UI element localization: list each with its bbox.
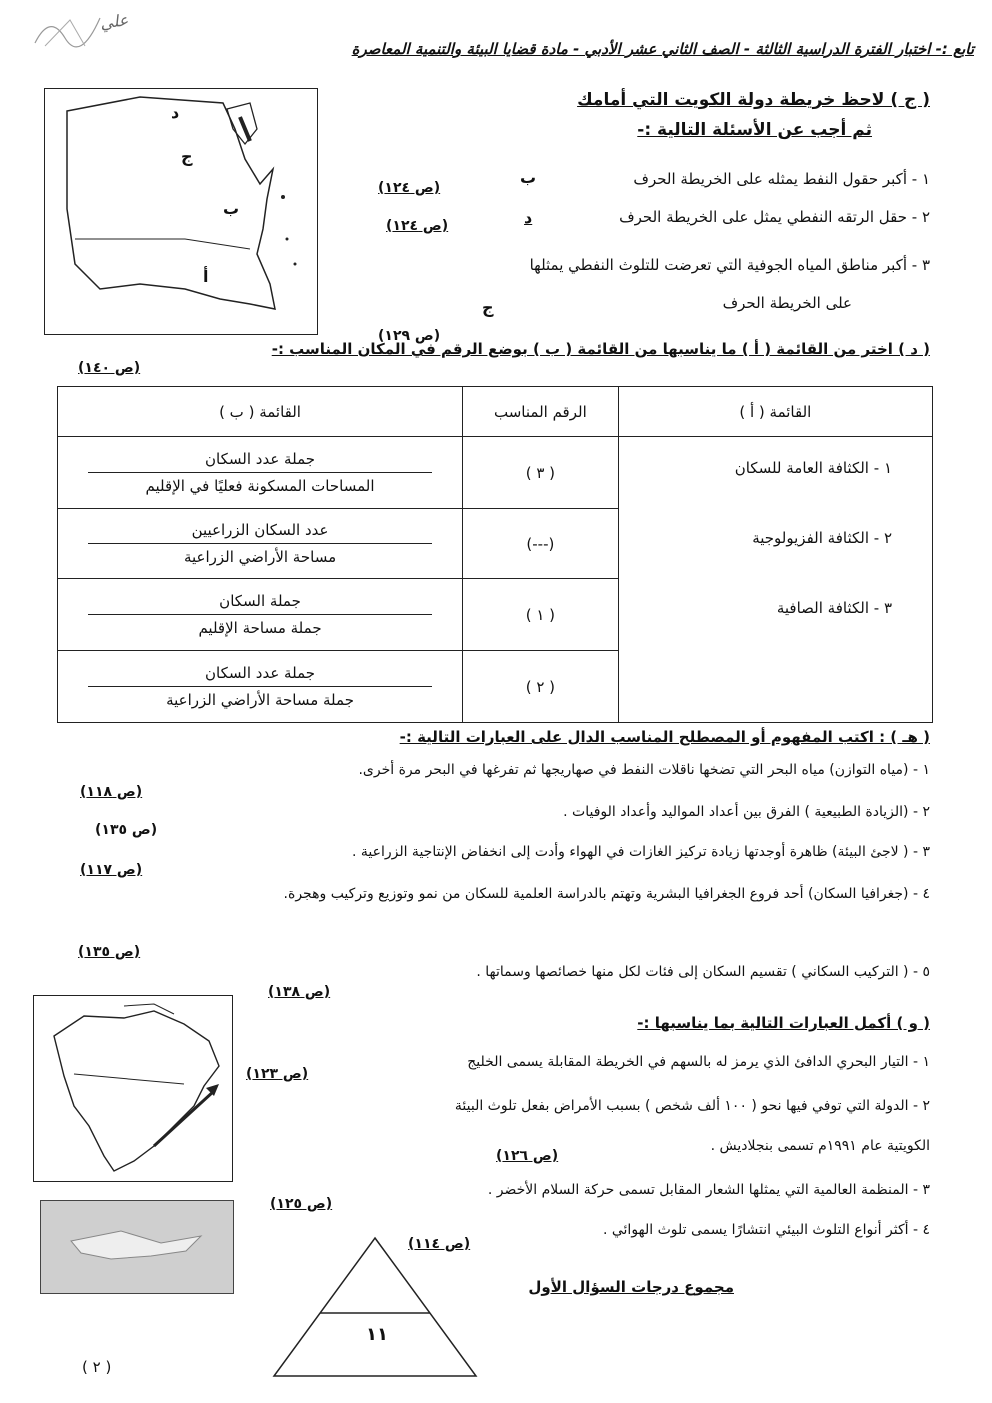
question-j3: ٣ - أكبر مناطق المياه الجوفية التي تعرضت للتلوث النفطي يمثلها (529, 256, 930, 274)
complete-item-3: ٣ - المنظمة العالمية التي يمثلها الشعار المقابل تسمى حركة السلام الأخضر . (487, 1182, 930, 1198)
table-header-row (58, 387, 933, 437)
term-item-5: ٥ - ( التركيب السكاني ) تقسيم السكان إلى فئات لكل منها خصائصها وسماتها . (476, 964, 930, 980)
handwritten-scribble: علي (98, 10, 130, 33)
header-number: الرقم المناسب (463, 387, 619, 437)
ref-j1: (ص ١٢٤) (378, 180, 441, 196)
answer-j2: د (524, 208, 533, 227)
ref-j3: (ص ١٢٩) (378, 328, 441, 344)
matching-table (57, 386, 933, 723)
fraction-top: جملة عدد السكان (205, 450, 316, 468)
kuwait-map (44, 88, 318, 335)
fraction-top: جملة عدد السكان (205, 664, 316, 682)
greenpeace-logo (40, 1200, 234, 1294)
ref-j2: (ص ١٢٤) (386, 218, 449, 234)
north-america-outline (34, 996, 232, 1181)
total-score: ١١ (366, 1324, 388, 1345)
list-a-cell (618, 437, 932, 723)
map-letter-j: ج (181, 147, 193, 166)
number-cell[interactable]: ( ١ ) (463, 579, 619, 651)
question-j3-line2: على الخريطة الحرف (722, 294, 852, 312)
ref-d: (ص ١٤٠) (78, 360, 141, 376)
term-item-4: ٤ - (جغرافيا السكان) أحد فروع الجغرافيا البشرية وتهتم بالدراسة العلمية للسكان من نمو وتوزيع وتركيب وهجرة. (283, 886, 930, 902)
ref-w2: (ص ١٢٦) (496, 1148, 559, 1164)
ref-h1: (ص ١١٨) (80, 784, 143, 800)
complete-item-1: ١ - التيار البحري الدافئ الذي يرمز له بالسهم في الخريطة المقابلة يسمى الخليج (467, 1054, 930, 1070)
number-cell[interactable]: ( ٢ ) (463, 651, 619, 723)
table-row (58, 437, 933, 509)
term-item-3: ٣ - ( لاجئ البيئة) ظاهرة أوجدتها زيادة تركيز الغازات في الهواء وأدت إلى انخفاض الإنتاجية الزراعية . (351, 844, 930, 860)
answer-j3: ج (482, 298, 494, 317)
map-letter-a: أ (203, 267, 209, 286)
fraction-top: جملة السكان (219, 592, 301, 610)
list-a-item: ٣ - الكثافة الصافية (776, 599, 892, 617)
fraction-bottom: المساحات المسكونة فعليًا في الإقليم (88, 472, 432, 499)
page-number: ( ٢ ) (82, 1358, 112, 1376)
ref-w1: (ص ١٢٣) (246, 1066, 309, 1082)
map-letter-b: ب (223, 199, 240, 218)
section-h-title: ( هـ ) : اكتب المفهوم أو المصطلح المناسب الدال على العبارات التالية :- (399, 728, 930, 746)
answer-j1: ب (520, 168, 537, 187)
header-list-a: القائمة ( أ ) (618, 387, 932, 437)
ref-h3: (ص ١١٧) (80, 862, 143, 878)
section-j-title: ( ج ) لاحظ خريطة دولة الكويت التي أمامك (577, 90, 930, 110)
complete-item-2: ٢ - الدولة التي توفي فيها نحو ( ١٠٠ ألف شخص ) بسبب الأمراض بفعل تلوث البيئة (454, 1098, 930, 1114)
list-b-cell (58, 579, 463, 651)
term-item-2: ٢ - (الزيادة الطبيعية ) الفرق بين أعداد المواليد وأعداد الوفيات . (563, 804, 930, 820)
fraction-bottom: جملة مساحة الإقليم (88, 614, 432, 641)
fraction-top: عدد السكان الزراعيين (191, 521, 329, 539)
complete-item-4: ٤ - أكثر أنواع التلوث البيئي انتشارًا يسمى تلوث الهوائي . (602, 1222, 930, 1238)
fraction-bottom: مساحة الأراضي الزراعية (88, 543, 432, 570)
list-b-cell (58, 509, 463, 579)
ref-h5: (ص ١٣٨) (268, 984, 331, 1000)
exam-header: تابع :- اختبار الفترة الدراسية الثالثة - الصف الثاني عشر الأدبي - مادة قضايا البيئة والتنمية المعاصرة (351, 40, 974, 58)
kuwait-map-outline (45, 89, 317, 334)
header-list-b: القائمة ( ب ) (58, 387, 463, 437)
ref-w3: (ص ١٢٥) (270, 1196, 333, 1212)
ref-w4: (ص ١١٤) (408, 1236, 471, 1252)
section-w-title: ( و ) أكمل العبارات التالية بما يناسبها :- (637, 1014, 930, 1032)
number-cell[interactable]: (---) (463, 509, 619, 579)
complete-item-2-line2: الكويتية عام ١٩٩١م تسمى بنجلاديش . (710, 1138, 930, 1154)
total-label: مجموع درجات السؤال الأول (528, 1278, 734, 1296)
section-j-subtitle: ثم أجب عن الأسئلة التالية :- (637, 120, 872, 140)
map-letter-d: د (171, 103, 180, 122)
question-j2: ٢ - حقل الرتقه النفطي يمثل على الخريطة الحرف (619, 208, 930, 226)
list-b-cell (58, 651, 463, 723)
ref-h4: (ص ١٣٥) (78, 944, 141, 960)
list-b-cell (58, 437, 463, 509)
fraction-bottom: جملة مساحة الأراضي الزراعية (88, 686, 432, 713)
question-j1: ١ - أكبر حقول النفط يمثله على الخريطة الحرف (633, 170, 930, 188)
list-a-item: ٢ - الكثافة الفزيولوجية (752, 529, 892, 547)
scribble-mark (30, 8, 110, 48)
ref-h2: (ص ١٣٥) (95, 822, 158, 838)
number-cell[interactable]: ( ٣ ) (463, 437, 619, 509)
term-item-1: ١ - (مياه التوازن) مياه البحر التي تضخها ناقلات النفط في صهاريجها ثم تفرغها في البحر مرة أخرى. (358, 762, 930, 778)
list-a-item: ١ - الكثافة العامة للسكان (734, 459, 892, 477)
dove-icon (41, 1201, 233, 1293)
pyramid-score-box (270, 1236, 480, 1380)
north-america-map (33, 995, 233, 1182)
section-d-title: ( د ) اختر من القائمة ( أ ) ما يناسبها من القائمة ( ب ) بوضع الرقم في المكان المناسب :- (271, 340, 930, 358)
